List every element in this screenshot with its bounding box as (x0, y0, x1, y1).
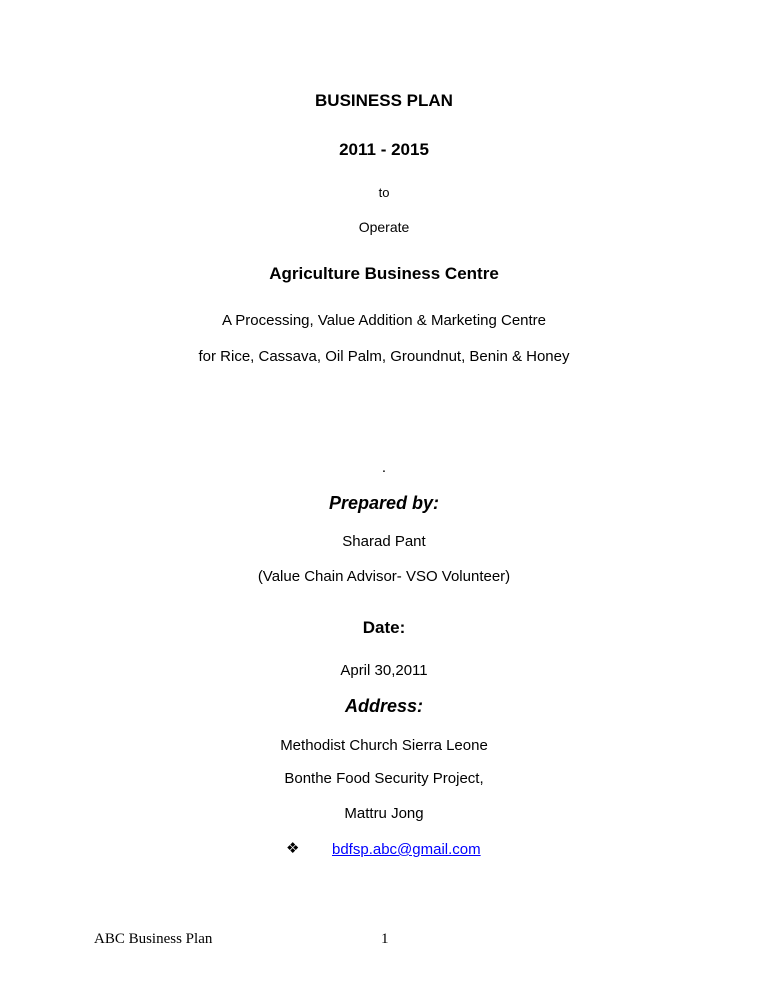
centre-subtitle-2: for Rice, Cassava, Oil Palm, Groundnut, Benin & Honey (198, 348, 570, 365)
operate-text: Operate (358, 219, 410, 235)
centre-subtitle-1: A Processing, Value Addition & Marketing Centre (221, 312, 547, 329)
footer-page-number: 1 (381, 931, 389, 947)
prepared-by-label: Prepared by: (328, 493, 440, 513)
author-name: Sharad Pant (342, 533, 426, 550)
date-value: April 30,2011 (340, 662, 428, 679)
separator-dot: . (381, 459, 387, 476)
address-line-3: Mattru Jong (344, 805, 424, 822)
date-label: Date: (362, 618, 406, 637)
author-role: (Value Chain Advisor- VSO Volunteer) (257, 568, 511, 585)
plan-heading: BUSINESS PLAN (315, 91, 453, 110)
diamond-bullet-icon: ❖ (286, 839, 300, 857)
email-row (0, 841, 768, 861)
address-label: Address: (344, 696, 424, 716)
address-line-1: Methodist Church Sierra Leone (280, 737, 488, 754)
centre-name: Agriculture Business Centre (269, 264, 499, 283)
address-line-2: Bonthe Food Security Project, (284, 770, 484, 787)
plan-years: 2011 - 2015 (339, 140, 429, 159)
to-text: to (378, 185, 390, 200)
footer-doc-name: ABC Business Plan (94, 931, 213, 947)
email-link[interactable]: bdfsp.abc@gmail.com (332, 841, 481, 858)
